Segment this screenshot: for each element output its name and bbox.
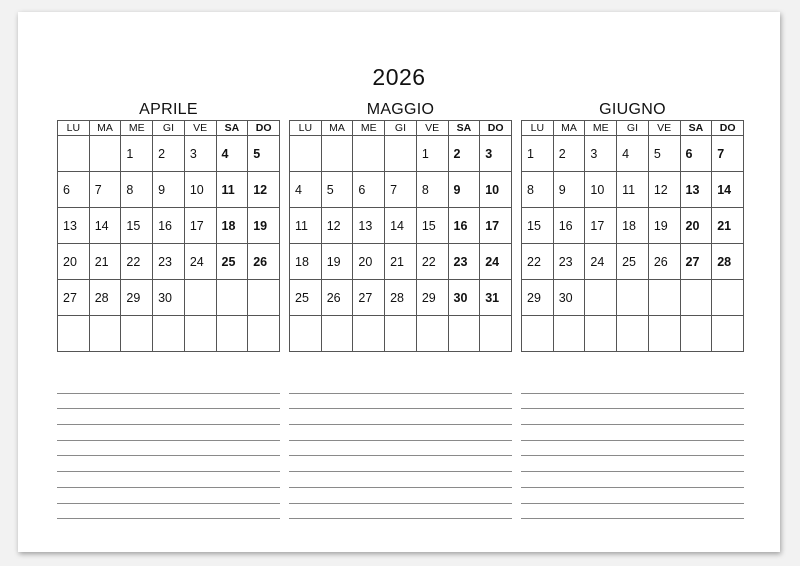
weekday-header: DO (712, 121, 744, 136)
day-cell: 19 (248, 208, 280, 244)
day-cell: 13 (58, 208, 90, 244)
day-cell: 7 (712, 136, 744, 172)
weekday-header: SA (448, 121, 480, 136)
month-1 (289, 100, 512, 352)
day-cell: 13 (353, 208, 385, 244)
day-cell: 1 (121, 136, 153, 172)
day-cell: 18 (290, 244, 322, 280)
day-cell (248, 316, 280, 352)
notes-area (57, 378, 280, 519)
weekday-header: VE (648, 121, 680, 136)
notes-area (289, 378, 512, 519)
weekday-header: LU (290, 121, 322, 136)
day-cell (448, 316, 480, 352)
week-row (522, 172, 744, 208)
day-cell: 15 (121, 208, 153, 244)
day-cell (680, 280, 712, 316)
day-cell: 28 (712, 244, 744, 280)
note-line (289, 504, 512, 520)
day-cell: 20 (58, 244, 90, 280)
day-cell (121, 316, 153, 352)
day-cell (648, 280, 680, 316)
day-cell: 25 (290, 280, 322, 316)
weekday-header: MA (553, 121, 585, 136)
weekday-header: LU (58, 121, 90, 136)
day-cell (385, 316, 417, 352)
note-line (289, 456, 512, 472)
day-cell: 8 (416, 172, 448, 208)
weekday-header: GI (617, 121, 649, 136)
note-line (521, 441, 744, 457)
weekday-header: MA (321, 121, 353, 136)
day-cell: 27 (353, 280, 385, 316)
note-line (289, 378, 512, 394)
note-line (521, 504, 744, 520)
day-cell (553, 316, 585, 352)
day-cell: 22 (416, 244, 448, 280)
day-cell: 20 (680, 208, 712, 244)
day-cell: 16 (553, 208, 585, 244)
day-cell (321, 316, 353, 352)
month-2 (521, 100, 744, 352)
day-cell (353, 136, 385, 172)
note-line (289, 409, 512, 425)
weekday-header: GI (153, 121, 185, 136)
day-cell (353, 316, 385, 352)
day-cell: 21 (712, 208, 744, 244)
day-cell (712, 280, 744, 316)
day-cell: 7 (89, 172, 121, 208)
day-cell: 8 (121, 172, 153, 208)
note-line (289, 488, 512, 504)
month-grid (289, 120, 512, 352)
day-cell: 16 (153, 208, 185, 244)
day-cell (216, 316, 248, 352)
day-cell (290, 136, 322, 172)
weekday-header: LU (522, 121, 554, 136)
day-cell: 14 (712, 172, 744, 208)
week-row (290, 316, 512, 352)
day-cell (648, 316, 680, 352)
day-cell: 10 (184, 172, 216, 208)
day-cell: 23 (553, 244, 585, 280)
note-line (57, 504, 280, 520)
day-cell: 18 (216, 208, 248, 244)
day-cell: 22 (522, 244, 554, 280)
year-title: 2026 (372, 64, 426, 90)
day-cell: 26 (648, 244, 680, 280)
day-cell: 14 (89, 208, 121, 244)
week-row (522, 136, 744, 172)
day-cell (89, 316, 121, 352)
day-cell: 19 (321, 244, 353, 280)
day-cell: 6 (680, 136, 712, 172)
day-cell: 28 (89, 280, 121, 316)
week-row (58, 280, 280, 316)
day-cell: 2 (448, 136, 480, 172)
week-row (522, 244, 744, 280)
weekday-header: MA (89, 121, 121, 136)
day-cell: 23 (153, 244, 185, 280)
week-row (58, 208, 280, 244)
day-cell: 9 (153, 172, 185, 208)
day-cell: 11 (290, 208, 322, 244)
weekday-header: ME (353, 121, 385, 136)
note-line (57, 472, 280, 488)
note-line (289, 441, 512, 457)
day-cell: 20 (353, 244, 385, 280)
note-line (521, 456, 744, 472)
note-line (57, 394, 280, 410)
day-cell: 11 (216, 172, 248, 208)
day-cell: 25 (617, 244, 649, 280)
weekday-header: VE (416, 121, 448, 136)
week-row (290, 172, 512, 208)
day-cell (416, 316, 448, 352)
day-cell: 10 (585, 172, 617, 208)
day-cell (184, 280, 216, 316)
note-line (521, 425, 744, 441)
note-line (57, 409, 280, 425)
day-cell (617, 316, 649, 352)
day-cell (585, 316, 617, 352)
day-cell: 21 (385, 244, 417, 280)
day-cell: 16 (448, 208, 480, 244)
day-cell: 27 (680, 244, 712, 280)
day-cell (385, 136, 417, 172)
day-cell: 17 (184, 208, 216, 244)
day-cell: 29 (121, 280, 153, 316)
day-cell: 6 (58, 172, 90, 208)
day-cell (585, 280, 617, 316)
note-line (521, 488, 744, 504)
month-grid (521, 120, 744, 352)
week-row (58, 316, 280, 352)
note-line (521, 472, 744, 488)
day-cell: 29 (416, 280, 448, 316)
week-row (58, 244, 280, 280)
week-row (58, 172, 280, 208)
note-line (57, 441, 280, 457)
day-cell (58, 136, 90, 172)
month-name: MAGGIO (366, 101, 435, 118)
day-cell: 8 (522, 172, 554, 208)
day-cell: 1 (522, 136, 554, 172)
day-cell: 30 (448, 280, 480, 316)
day-cell (617, 280, 649, 316)
day-cell: 30 (153, 280, 185, 316)
day-cell (216, 280, 248, 316)
weekday-header: ME (121, 121, 153, 136)
day-cell: 23 (448, 244, 480, 280)
day-cell (480, 316, 512, 352)
note-line (521, 394, 744, 410)
weekday-header: GI (385, 121, 417, 136)
weekday-header: DO (480, 121, 512, 136)
week-row (522, 280, 744, 316)
day-cell: 31 (480, 280, 512, 316)
day-cell: 6 (353, 172, 385, 208)
day-cell: 9 (448, 172, 480, 208)
day-cell: 7 (385, 172, 417, 208)
day-cell: 11 (617, 172, 649, 208)
day-cell: 14 (385, 208, 417, 244)
day-cell: 9 (553, 172, 585, 208)
day-cell: 5 (648, 136, 680, 172)
weekday-header: ME (585, 121, 617, 136)
day-cell (321, 136, 353, 172)
day-cell: 17 (585, 208, 617, 244)
day-cell: 18 (617, 208, 649, 244)
day-cell: 10 (480, 172, 512, 208)
day-cell: 25 (216, 244, 248, 280)
note-line (57, 488, 280, 504)
day-cell: 24 (480, 244, 512, 280)
note-line (57, 378, 280, 394)
day-cell: 15 (522, 208, 554, 244)
note-line (521, 378, 744, 394)
week-row (522, 316, 744, 352)
day-cell: 4 (617, 136, 649, 172)
day-cell: 4 (216, 136, 248, 172)
day-cell (153, 316, 185, 352)
day-cell: 24 (585, 244, 617, 280)
month-name: APRILE (139, 101, 198, 118)
weekday-header: VE (184, 121, 216, 136)
day-cell (248, 280, 280, 316)
day-cell: 3 (480, 136, 512, 172)
day-cell: 29 (522, 280, 554, 316)
day-cell: 27 (58, 280, 90, 316)
day-cell: 4 (290, 172, 322, 208)
day-cell: 5 (248, 136, 280, 172)
day-cell (58, 316, 90, 352)
week-row (290, 208, 512, 244)
week-row (290, 280, 512, 316)
note-line (57, 425, 280, 441)
day-cell: 17 (480, 208, 512, 244)
day-cell: 19 (648, 208, 680, 244)
day-cell: 15 (416, 208, 448, 244)
day-cell: 13 (680, 172, 712, 208)
note-line (289, 425, 512, 441)
note-line (57, 456, 280, 472)
day-cell: 30 (553, 280, 585, 316)
day-cell: 3 (184, 136, 216, 172)
day-cell: 12 (248, 172, 280, 208)
day-cell: 2 (553, 136, 585, 172)
day-cell: 26 (248, 244, 280, 280)
day-cell: 12 (648, 172, 680, 208)
day-cell: 3 (585, 136, 617, 172)
day-cell: 12 (321, 208, 353, 244)
day-cell: 5 (321, 172, 353, 208)
weekday-header: DO (248, 121, 280, 136)
day-cell: 28 (385, 280, 417, 316)
month-grid (57, 120, 280, 352)
weekday-header: SA (216, 121, 248, 136)
week-row (522, 208, 744, 244)
day-cell: 1 (416, 136, 448, 172)
day-cell (184, 316, 216, 352)
calendar-sheet (18, 12, 780, 552)
day-cell (680, 316, 712, 352)
month-name: GIUGNO (599, 101, 666, 118)
week-row (290, 244, 512, 280)
day-cell: 22 (121, 244, 153, 280)
day-cell (290, 316, 322, 352)
week-row (58, 136, 280, 172)
day-cell: 2 (153, 136, 185, 172)
note-line (521, 409, 744, 425)
note-line (289, 472, 512, 488)
notes-area (521, 378, 744, 519)
day-cell (712, 316, 744, 352)
weekday-header: SA (680, 121, 712, 136)
month-0 (57, 100, 280, 352)
note-line (289, 394, 512, 410)
day-cell: 26 (321, 280, 353, 316)
day-cell (89, 136, 121, 172)
day-cell (522, 316, 554, 352)
day-cell: 24 (184, 244, 216, 280)
week-row (290, 136, 512, 172)
day-cell: 21 (89, 244, 121, 280)
